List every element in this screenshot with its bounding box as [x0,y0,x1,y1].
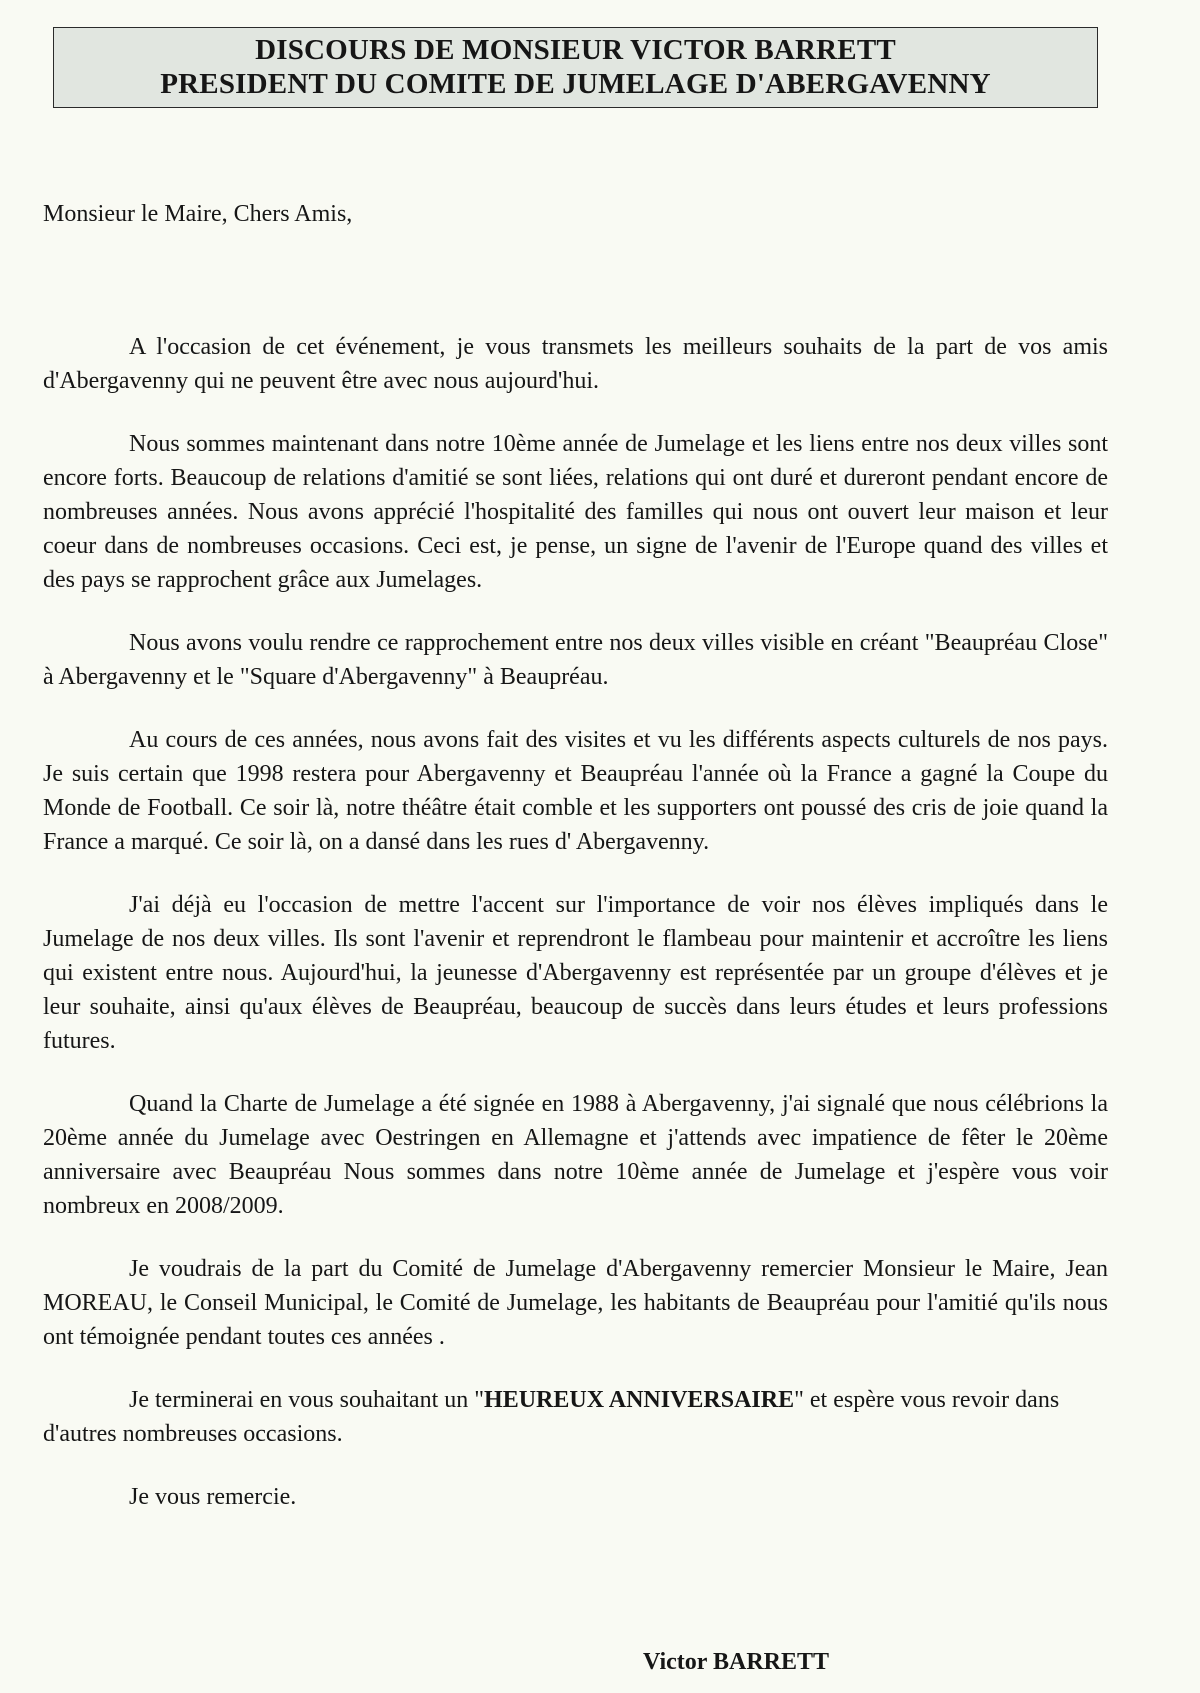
paragraph-8-start: Je terminerai en vous souhaitant un " [129,1387,485,1413]
paragraph-5: J'ai déjà eu l'occasion de mettre l'accent sur l'importance de voir nos élèves impliqués dans le Jumelage de nos deux villes. Ils sont l'avenir et reprendront le flambeau pour maintenir et accroître les liens qui existent entre nous. Aujourd'hui, la jeunesse d'Abergavenny est représentée par un groupe d'élèves et je leur souhaite, ainsi qu'aux élèves de Beaupréau, beaucoup de succès dans leurs études et leurs professions futures. [43,892,1108,1054]
document-title-line-1: DISCOURS DE MONSIEUR VICTOR BARRETT [255,34,896,66]
paragraph-2: Nous sommes maintenant dans notre 10ème année de Jumelage et les liens entre nos deux villes sont encore forts. Beaucoup de relations d'amitié se sont liées, relations qui ont duré et dureront pendant encore de nombreuses années. Nous avons apprécié l'hospitalité des familles qui nous ont ouvert leur maison et leur coeur dans de nombreuses occasions. Ceci est, je pense, un signe de l'avenir de l'Europe quand des villes et des pays se rapprochent grâce aux Jumelages. [43,431,1108,593]
paragraph-4: Au cours de ces années, nous avons fait des visites et vu les différents aspects culturels de nos pays. Je suis certain que 1998 restera pour Abergavenny et Beaupréau l'année où la France a gagné la Coupe du Monde de Football. Ce soir là, notre théâtre était comble et les supporters ont poussé des cris de joie quand la France a marqué. Ce soir là, on a dansé dans les rues d' Abergavenny. [43,727,1108,855]
speech-body [43,330,1108,1543]
document-title-box [53,27,1098,108]
signature: Victor BARRETT [643,1649,829,1675]
paragraph-9: Je vous remercie. [129,1484,297,1510]
document-title-line-2: PRESIDENT DU COMITE DE JUMELAGE D'ABERGAVENNY [160,68,991,100]
paragraph-7: Je voudrais de la part du Comité de Jumelage d'Abergavenny remercier Monsieur le Maire, Jean MOREAU, le Conseil Municipal, le Comité de Jumelage, les habitants de Beaupréau pour l'amitié qu'ils nous ont témoignée pendant toutes ces années . [43,1256,1108,1350]
paragraph-8 [43,1383,1108,1451]
paragraph-8-emphasis: HEUREUX ANNIVERSAIRE [484,1387,795,1413]
paragraph-1: A l'occasion de cet événement, je vous transmets les meilleurs souhaits de la part de vos amis d'Abergavenny qui ne peuvent être avec nous aujourd'hui. [43,334,1108,394]
paragraph-3: Nous avons voulu rendre ce rapprochement entre nos deux villes visible en créant "Beaupréau Close" à Abergavenny et le "Square d'Abergavenny" à Beaupréau. [43,630,1108,690]
paragraph-6: Quand la Charte de Jumelage a été signée en 1988 à Abergavenny, j'ai signalé que nous célébrions la 20ème année du Jumelage avec Oestringen en Allemagne et j'attends avec impatience de fêter le 20ème anniversaire avec Beaupréau Nous sommes dans notre 10ème année de Jumelage et j'espère vous voir nombreux en 2008/2009. [43,1091,1108,1219]
paragraph-8-end: " et espère vous revoir dans d'autres nombreuses occasions. [43,1387,1060,1447]
salutation: Monsieur le Maire, Chers Amis, [43,201,353,227]
